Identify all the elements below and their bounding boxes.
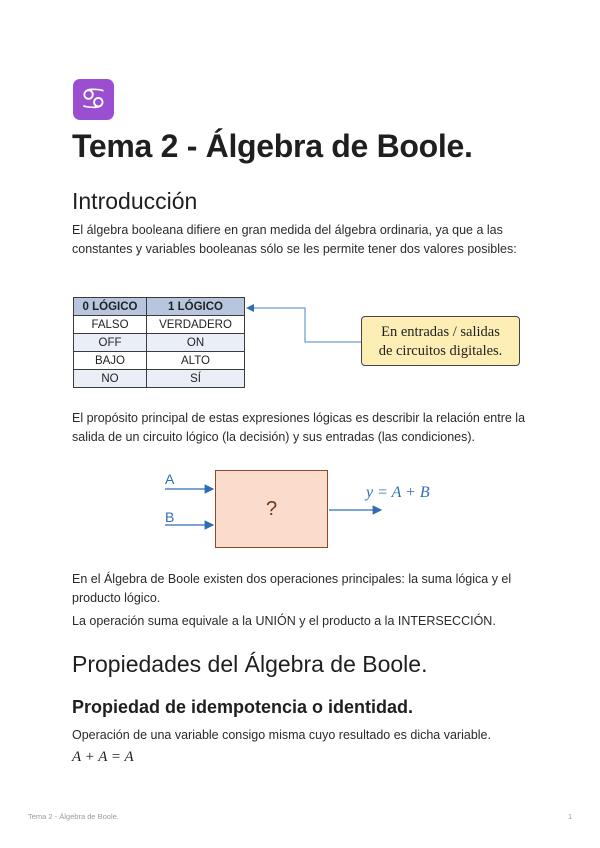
table-cell: BAJO xyxy=(74,352,147,370)
output-equation: y = A + B xyxy=(366,484,430,501)
table-cell: ON xyxy=(147,334,245,352)
callout-note xyxy=(361,316,520,366)
purpose-paragraph: El propósito principal de estas expresiones lógicas es describir la relación entre la salida de un circuito lógico (la decisión) y sus entradas (las condiciones). xyxy=(72,411,526,444)
input-b-label: B xyxy=(165,509,175,525)
properties-heading: Propiedades del Álgebra de Boole. xyxy=(72,651,428,677)
callout-line-1: En entradas / salidas xyxy=(381,324,500,340)
idempotence-paragraph: Operación de una variable consigo misma cuyo resultado es dicha variable. xyxy=(72,728,491,742)
table-header: 1 LÓGICO xyxy=(147,298,245,316)
callout-connector-line xyxy=(247,308,361,342)
table-cell: NO xyxy=(74,370,147,388)
intro-paragraph: El álgebra booleana difiere en gran medida del álgebra ordinaria, ya que a las constantes y variables booleanas sólo se les permite tener dos valores posibles: xyxy=(72,223,517,256)
footer-page-number: 1 xyxy=(568,812,573,821)
operations-paragraph: En el Álgebra de Boole existen dos operaciones principales: la suma lógica y el producto lógico. xyxy=(72,572,512,605)
union-paragraph: La operación suma equivale a la UNIÓN y el producto a la INTERSECCIÓN. xyxy=(72,614,496,628)
footer-title: Tema 2 - Álgebra de Boole. xyxy=(28,812,119,821)
callout-line-2: de circuitos digitales. xyxy=(378,343,503,359)
input-a-label: A xyxy=(165,471,175,487)
table-cell: OFF xyxy=(74,334,147,352)
page-title: Tema 2 - Álgebra de Boole. xyxy=(72,128,473,164)
idempotence-subheading: Propiedad de idempotencia o identidad. xyxy=(72,697,414,717)
idempotence-formula: A + A = A xyxy=(72,749,134,765)
table-cell: SÍ xyxy=(147,370,245,388)
table-cell: ALTO xyxy=(147,352,245,370)
logic-circuit-box: ? xyxy=(215,470,328,548)
table-cell: VERDADERO xyxy=(147,316,245,334)
table-cell: FALSO xyxy=(74,316,147,334)
cancer-emoji-icon: ♋ xyxy=(73,79,114,120)
table-header: 0 LÓGICO xyxy=(74,298,147,316)
intro-heading: Introducción xyxy=(72,188,198,214)
